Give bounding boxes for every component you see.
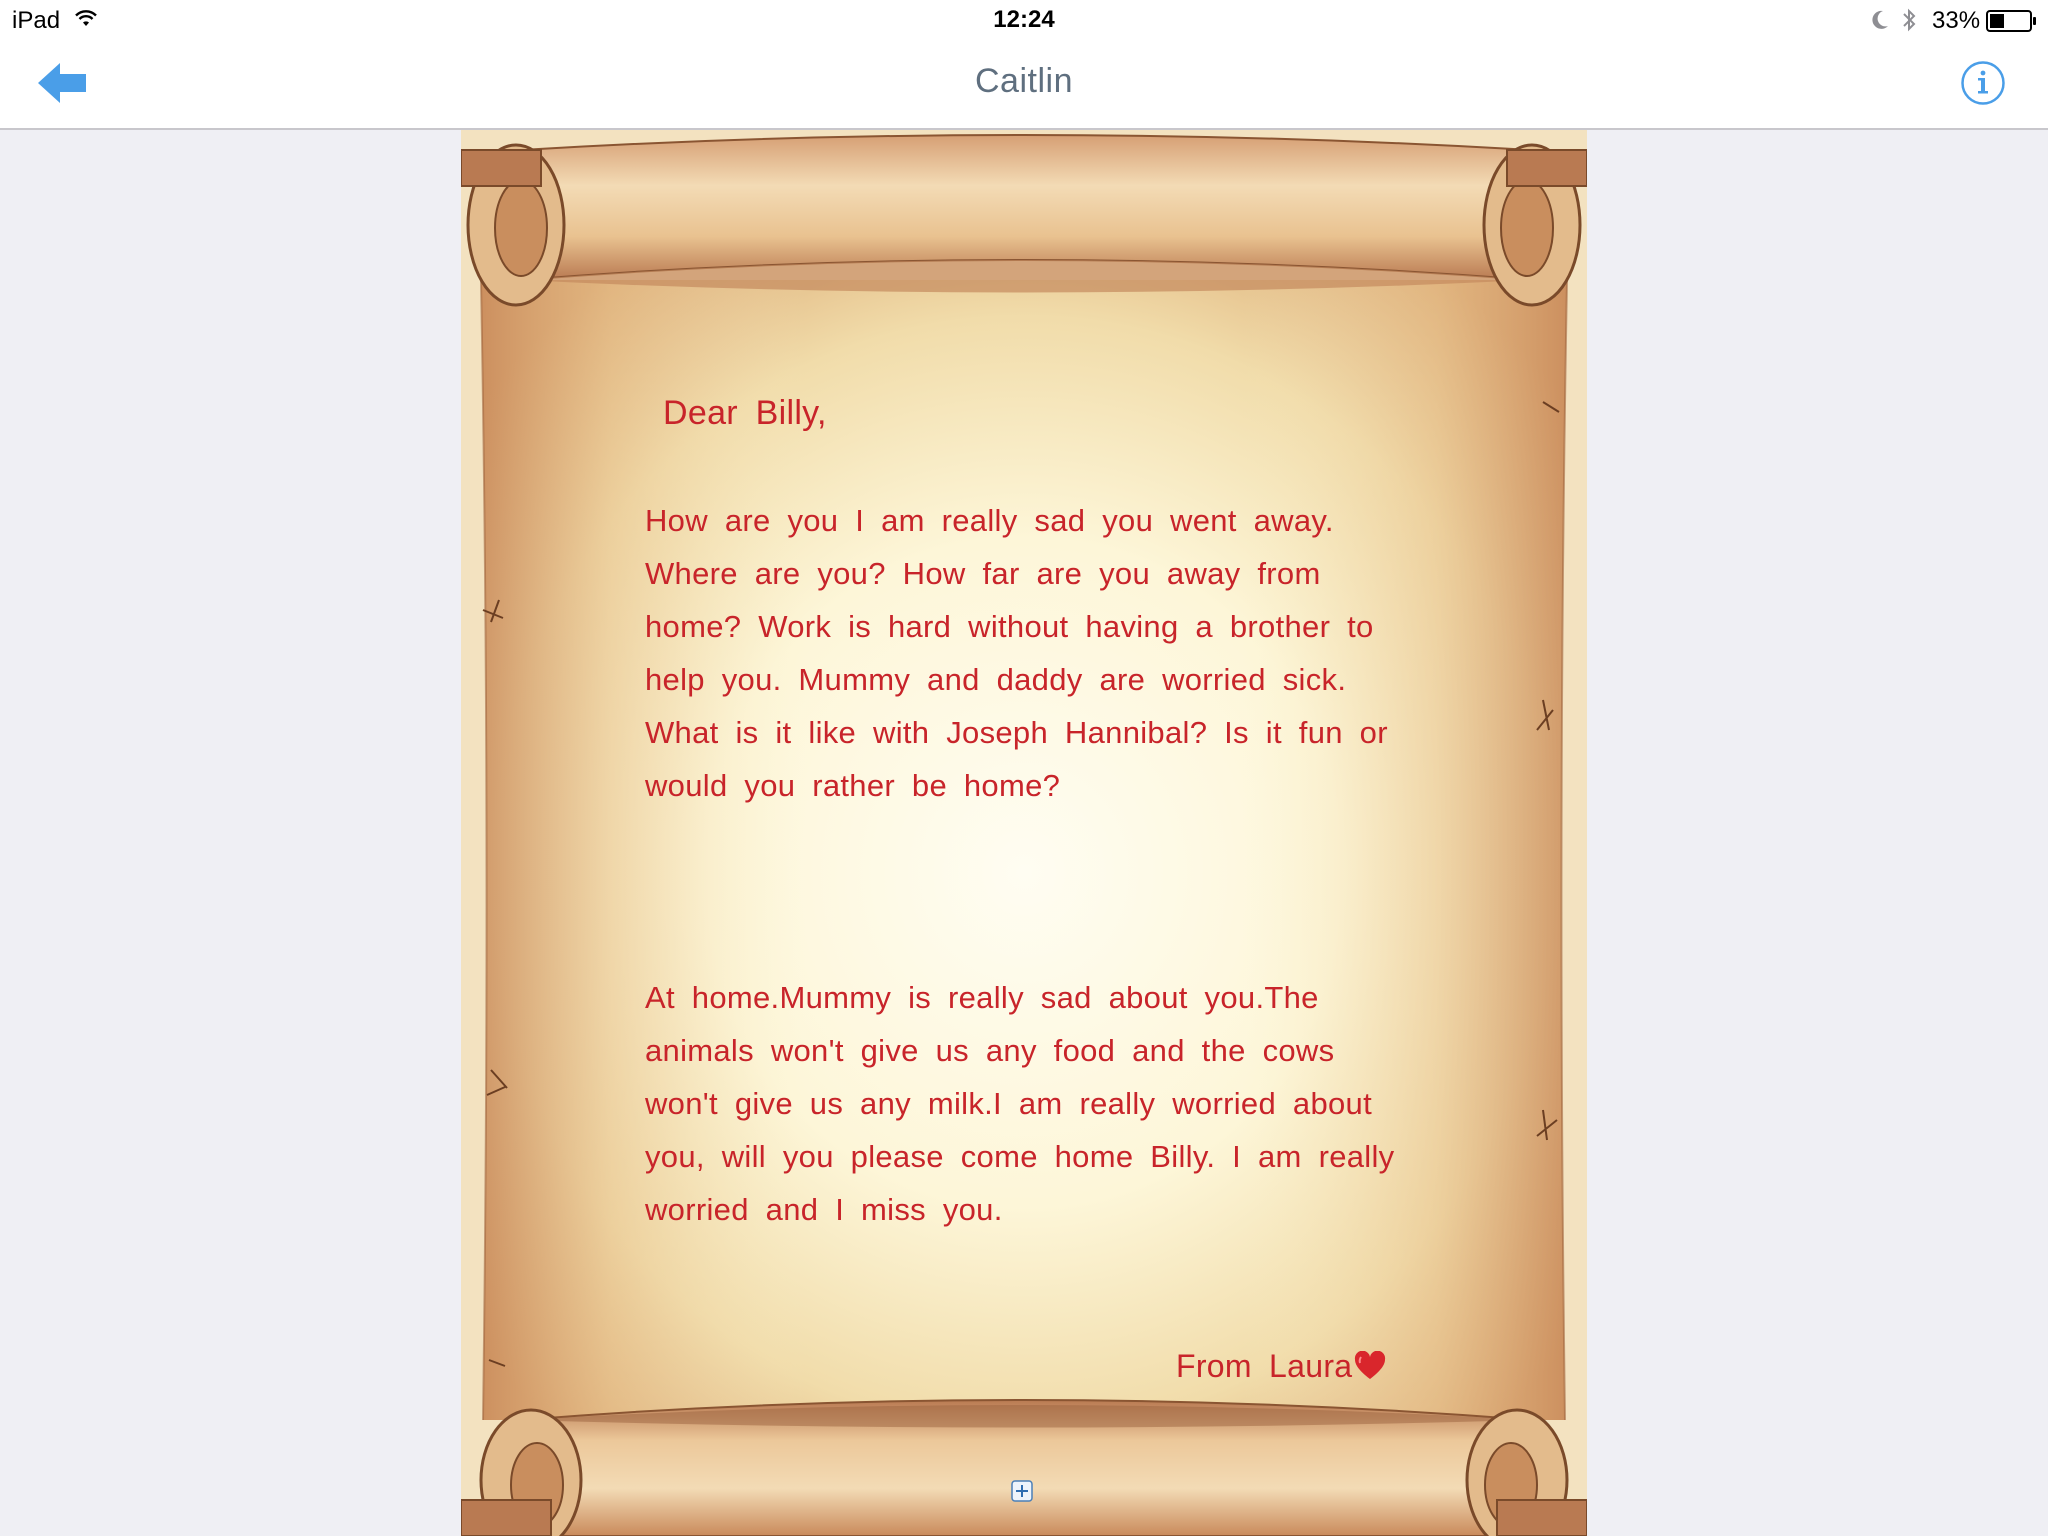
- info-icon[interactable]: [1960, 60, 2006, 106]
- signoff-text: From Laura: [1176, 1348, 1353, 1384]
- bluetooth-icon: [1900, 7, 1918, 33]
- parchment-scroll-illustration: [461, 130, 1587, 1536]
- letter-line: won't give us any milk.I am really worried about: [645, 1086, 1372, 1121]
- letter-line: How are you I am really sad you went away.: [645, 503, 1334, 538]
- battery-icon: [1986, 10, 2038, 32]
- navigation-bar: [0, 40, 2048, 130]
- letter-line: you, will you please come home Billy. I am really: [645, 1139, 1395, 1174]
- letter-line: worried and I miss you.: [645, 1192, 1003, 1227]
- letter-image: [461, 130, 1587, 1536]
- letter-line: What is it like with Joseph Hannibal? Is it fun or: [645, 715, 1388, 750]
- moon-icon: [1870, 9, 1890, 31]
- status-time: 12:24: [993, 6, 1055, 33]
- letter-line: Where are you? How far are you away from: [645, 556, 1321, 591]
- letter-line: home? Work is hard without having a brother to: [645, 609, 1374, 644]
- letter-greeting: Dear Billy,: [663, 394, 827, 432]
- battery-percent: 33%: [1932, 7, 1981, 34]
- letter-paragraph-2: [645, 971, 1425, 1236]
- content-area: [0, 130, 2048, 1536]
- heart-icon: [1354, 1351, 1386, 1381]
- letter-signoff: [1176, 1348, 1386, 1385]
- letter-line: animals won't give us any food and the cows: [645, 1033, 1335, 1068]
- letter-line: would you rather be home?: [645, 768, 1061, 803]
- page-title: Caitlin: [975, 62, 1073, 100]
- device-name: iPad: [12, 7, 61, 34]
- expand-plus-icon[interactable]: [1011, 1480, 1033, 1502]
- letter-line: At home.Mummy is really sad about you.The: [645, 980, 1319, 1015]
- letter-paragraph-1: [645, 494, 1425, 812]
- letter-line: help you. Mummy and daddy are worried sick.: [645, 662, 1347, 697]
- status-bar: [0, 0, 2048, 40]
